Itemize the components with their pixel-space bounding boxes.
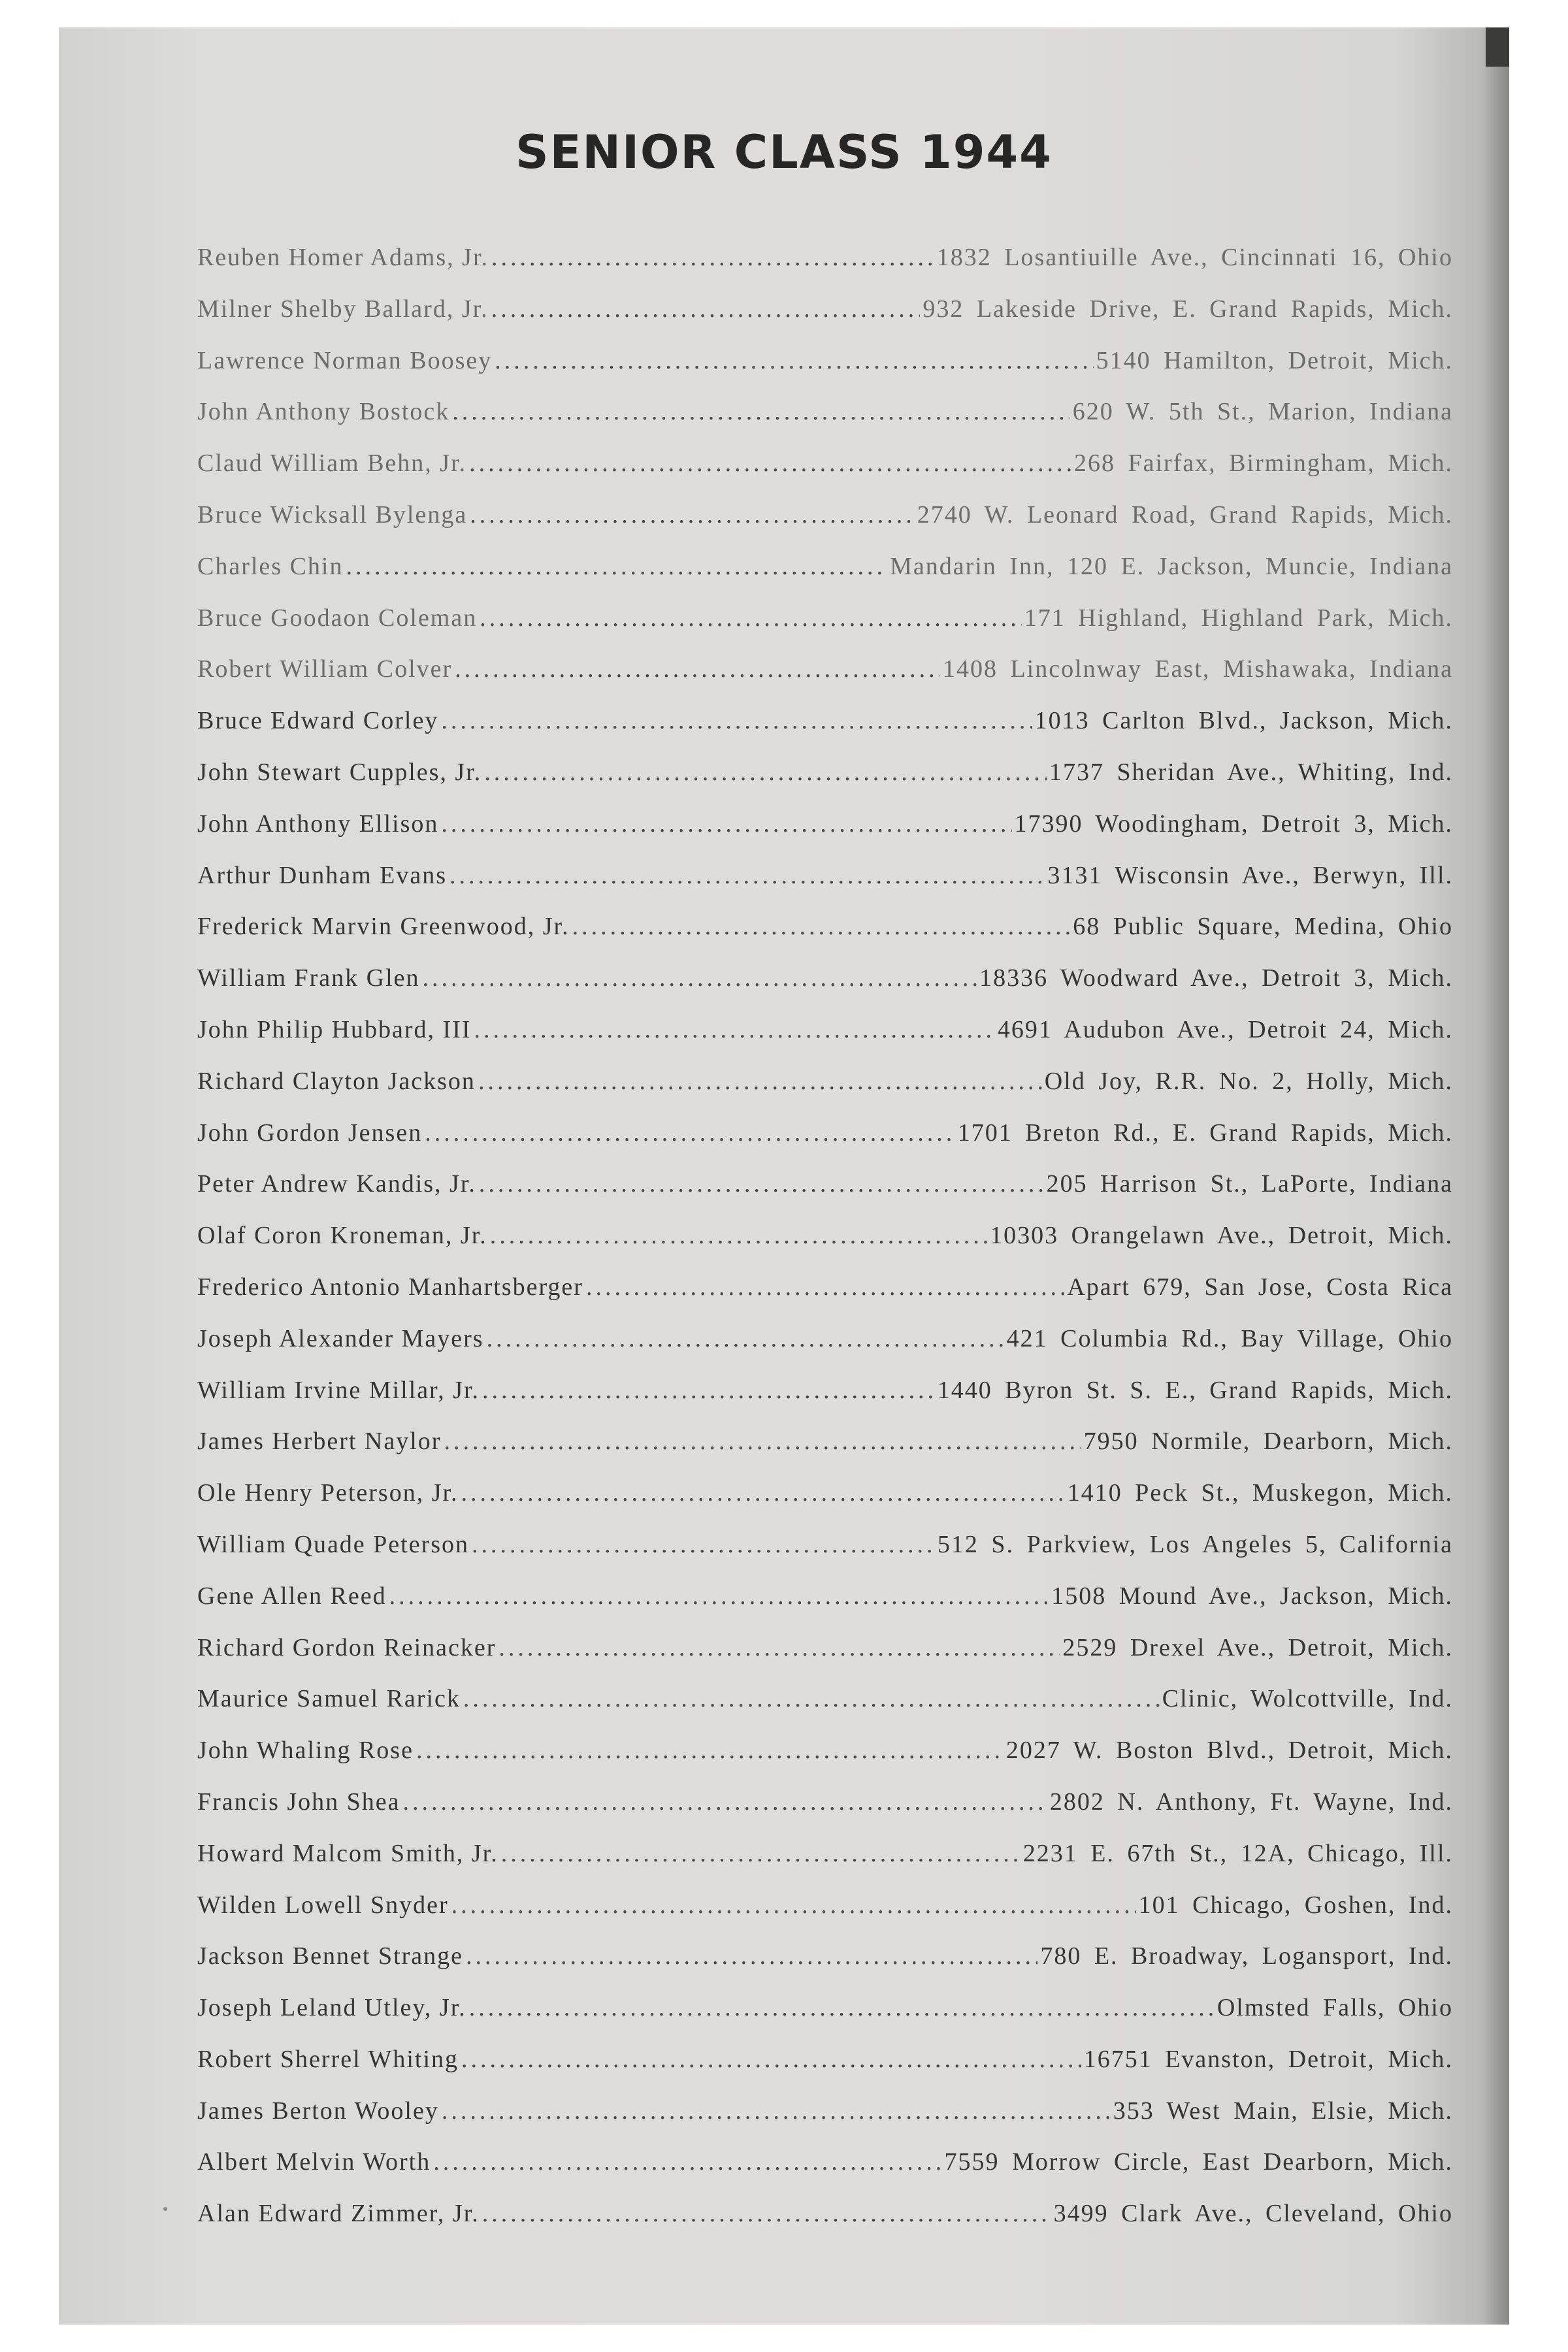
student-name: Arthur Dunham Evans [197, 861, 448, 889]
student-address: 1013 Carlton Blvd., Jackson, Mich. [1034, 707, 1453, 735]
dot-leader [484, 758, 1047, 787]
dot-leader [474, 1015, 995, 1044]
student-name: James Herbert Naylor [197, 1428, 442, 1456]
binding-shadow [1483, 27, 1509, 2325]
roster-row [197, 2097, 1453, 2148]
student-name: William Quade Peterson [197, 1530, 470, 1558]
student-name: Robert Sherrel Whiting [197, 2045, 459, 2073]
roster-row [197, 1582, 1453, 1633]
student-address: 932 Lakeside Drive, E. Grand Rapids, Mich. [923, 295, 1453, 323]
student-name: Albert Melvin Worth [197, 2148, 431, 2176]
roster-row [197, 1376, 1453, 1428]
roster-row [197, 809, 1453, 861]
dot-leader [451, 1891, 1136, 1919]
dot-leader [482, 1376, 935, 1405]
roster-row [197, 552, 1453, 604]
dot-leader [501, 1839, 1021, 1868]
student-name: Joseph Alexander Mayers [197, 1324, 484, 1352]
dot-leader [469, 449, 1071, 478]
student-address: 353 West Main, Elsie, Mich. [1113, 2097, 1453, 2125]
student-name: Frederick Marvin Greenwood, Jr. [197, 913, 570, 941]
student-name: John Anthony Ellison [197, 809, 439, 838]
student-address: 7559 Morrow Circle, East Dearborn, Mich. [944, 2148, 1453, 2176]
student-address: 4691 Audubon Ave., Detroit 24, Mich. [997, 1015, 1453, 1043]
student-name: Howard Malcom Smith, Jr. [197, 1839, 498, 1867]
roster-row [197, 604, 1453, 655]
roster-row [197, 243, 1453, 295]
roster-row [197, 449, 1453, 500]
dot-leader [469, 1993, 1215, 2022]
dot-leader [346, 552, 887, 581]
roster-row [197, 1684, 1453, 1736]
roster-row [197, 1736, 1453, 1788]
student-address: 2802 N. Anthony, Ft. Wayne, Ind. [1049, 1788, 1453, 1816]
dot-leader [491, 243, 934, 272]
dot-leader [491, 295, 921, 323]
student-name: John Whaling Rose [197, 1737, 414, 1765]
student-address: 1410 Peck St., Muskegon, Mich. [1067, 1479, 1453, 1507]
roster-row [197, 1891, 1453, 1942]
dot-leader [461, 2045, 1081, 2074]
student-name: Bruce Edward Corley [197, 707, 439, 735]
dot-leader [487, 1324, 1004, 1353]
roster-row [197, 1839, 1453, 1891]
dot-leader [482, 2199, 1051, 2228]
student-name: Gene Allen Reed [197, 1582, 387, 1610]
student-address: 512 S. Parkview, Los Angeles 5, California [937, 1530, 1453, 1558]
roster-row [197, 1067, 1453, 1119]
dot-leader [463, 1684, 1160, 1713]
dot-leader [449, 861, 1045, 890]
student-name: Richard Clayton Jackson [197, 1067, 476, 1095]
scan-speck [163, 2207, 167, 2211]
student-name: William Frank Glen [197, 964, 420, 992]
student-name: Maurice Samuel Rarick [197, 1685, 461, 1713]
roster-row [197, 1633, 1453, 1685]
student-address: Mandarin Inn, 120 E. Jackson, Muncie, Indiana [890, 552, 1453, 580]
student-address: 1832 Losantiuille Ave., Cincinnati 16, Ohio [936, 244, 1453, 271]
dot-leader [403, 1788, 1047, 1816]
student-address: 18336 Woodward Ave., Detroit 3, Mich. [979, 964, 1453, 992]
dot-leader [479, 1169, 1044, 1198]
roster-row [197, 1119, 1453, 1170]
student-address: 5140 Hamilton, Detroit, Mich. [1096, 346, 1453, 374]
dot-leader [495, 346, 1093, 375]
student-address: 68 Public Square, Medina, Ohio [1073, 913, 1453, 941]
student-address: Apart 679, San Jose, Costa Rica [1067, 1273, 1453, 1301]
dot-leader [490, 1221, 987, 1250]
student-name: John Anthony Bostock [197, 398, 450, 426]
student-name: Lawrence Norman Boosey [197, 346, 493, 374]
roster-row [197, 1942, 1453, 1993]
roster-row [197, 912, 1453, 964]
student-name: James Berton Wooley [197, 2097, 439, 2125]
student-address: Old Joy, R.R. No. 2, Holly, Mich. [1044, 1067, 1453, 1095]
student-address: 3499 Clark Ave., Cleveland, Ohio [1053, 2200, 1453, 2228]
student-name: Richard Gordon Reinacker [197, 1633, 497, 1661]
student-address: 2231 E. 67th St., 12A, Chicago, Ill. [1022, 1839, 1453, 1867]
dot-leader [452, 397, 1070, 426]
dot-leader [466, 1942, 1037, 1970]
dot-leader [478, 1067, 1042, 1096]
student-address: 3131 Wisconsin Ave., Berwyn, Ill. [1047, 861, 1453, 889]
roster-row [197, 346, 1453, 398]
student-address: 16751 Evanston, Detroit, Mich. [1083, 2045, 1453, 2073]
dot-leader [425, 1119, 955, 1147]
student-name: Robert William Colver [197, 655, 453, 683]
dot-leader [416, 1736, 1004, 1765]
student-address: 2529 Drexel Ave., Detroit, Mich. [1062, 1633, 1453, 1661]
dot-leader [461, 1478, 1065, 1507]
dot-leader [572, 912, 1071, 941]
student-address: 171 Highland, Highland Park, Mich. [1024, 604, 1453, 632]
student-name: William Irvine Millar, Jr. [197, 1376, 480, 1404]
scanned-page [59, 27, 1509, 2325]
dot-leader [470, 500, 915, 529]
student-address: 620 W. 5th St., Marion, Indiana [1072, 398, 1453, 426]
senior-roster-list [197, 243, 1453, 2251]
student-name: Francis John Shea [197, 1788, 400, 1816]
student-address: 268 Fairfax, Birmingham, Mich. [1073, 449, 1453, 478]
student-name: Ole Henry Peterson, Jr. [197, 1479, 459, 1507]
student-name: Alan Edward Zimmer, Jr. [197, 2200, 480, 2228]
roster-row [197, 861, 1453, 913]
student-name: Joseph Leland Utley, Jr. [197, 1994, 466, 2022]
dot-leader [441, 809, 1011, 838]
dot-leader [423, 964, 977, 992]
roster-row [197, 1788, 1453, 1839]
student-name: Peter Andrew Kandis, Jr. [197, 1170, 476, 1198]
student-name: Claud William Behn, Jr. [197, 449, 467, 478]
student-address: 2740 W. Leonard Road, Grand Rapids, Mich. [917, 500, 1453, 529]
roster-row [197, 706, 1453, 758]
dot-leader [586, 1273, 1064, 1301]
roster-row [197, 1273, 1453, 1324]
student-address: 421 Columbia Rd., Bay Village, Ohio [1006, 1324, 1453, 1352]
scan-corner-edge [1486, 27, 1509, 67]
student-address: 1440 Byron St. S. E., Grand Rapids, Mich. [937, 1376, 1453, 1404]
roster-row [197, 1993, 1453, 2045]
roster-row [197, 1221, 1453, 1273]
roster-row [197, 1324, 1453, 1376]
student-name: Reuben Homer Adams, Jr. [197, 244, 489, 271]
student-address: 780 E. Broadway, Logansport, Ind. [1040, 1942, 1453, 1970]
roster-row [197, 1478, 1453, 1530]
student-address: Olmsted Falls, Ohio [1217, 1994, 1453, 2022]
roster-row [197, 1015, 1453, 1067]
roster-row [197, 2199, 1453, 2251]
student-address: 1737 Sheridan Ave., Whiting, Ind. [1049, 758, 1453, 786]
dot-leader [480, 604, 1022, 632]
student-name: John Gordon Jensen [197, 1119, 423, 1147]
student-name: Wilden Lowell Snyder [197, 1891, 449, 1919]
roster-row [197, 2045, 1453, 2097]
student-name: Bruce Wicksall Bylenga [197, 500, 468, 529]
dot-leader [472, 1530, 935, 1559]
student-name: John Philip Hubbard, III [197, 1015, 472, 1043]
roster-row [197, 964, 1453, 1015]
student-name: John Stewart Cupples, Jr. [197, 758, 482, 786]
student-address: 1701 Breton Rd., E. Grand Rapids, Mich. [957, 1119, 1453, 1147]
student-address: 1508 Mound Ave., Jackson, Mich. [1051, 1582, 1453, 1610]
roster-row [197, 1169, 1453, 1221]
dot-leader [455, 655, 940, 683]
student-name: Frederico Antonio Manhartsberger [197, 1273, 583, 1301]
student-name: Milner Shelby Ballard, Jr. [197, 295, 489, 323]
student-address: 7950 Normile, Dearborn, Mich. [1083, 1428, 1453, 1456]
roster-row [197, 295, 1453, 346]
student-address: 2027 W. Boston Blvd., Detroit, Mich. [1005, 1737, 1453, 1765]
student-name: Olaf Coron Kroneman, Jr. [197, 1222, 487, 1250]
page-title: SENIOR CLASS 1944 [515, 125, 1053, 179]
student-address: 101 Chicago, Goshen, Ind. [1138, 1891, 1453, 1919]
student-name: Jackson Bennet Strange [197, 1942, 464, 1970]
student-name: Charles Chin [197, 552, 344, 580]
dot-leader [441, 706, 1032, 735]
dot-leader [442, 2097, 1111, 2125]
dot-leader [433, 2148, 941, 2176]
student-address: 10303 Orangelawn Ave., Detroit, Mich. [990, 1222, 1453, 1250]
dot-leader [389, 1582, 1049, 1610]
roster-row [197, 397, 1453, 449]
student-name: Bruce Goodaon Coleman [197, 604, 478, 632]
student-address: 1408 Lincolnway East, Mishawaka, Indiana [942, 655, 1453, 683]
dot-leader [498, 1633, 1060, 1662]
roster-row [197, 758, 1453, 809]
roster-row [197, 1530, 1453, 1582]
roster-row [197, 500, 1453, 552]
student-address: Clinic, Wolcottville, Ind. [1162, 1685, 1453, 1713]
roster-row [197, 655, 1453, 706]
roster-row [197, 1427, 1453, 1478]
student-address: 17390 Woodingham, Detroit 3, Mich. [1014, 809, 1453, 838]
student-address: 205 Harrison St., LaPorte, Indiana [1046, 1170, 1453, 1198]
dot-leader [444, 1427, 1081, 1456]
roster-row [197, 2148, 1453, 2199]
